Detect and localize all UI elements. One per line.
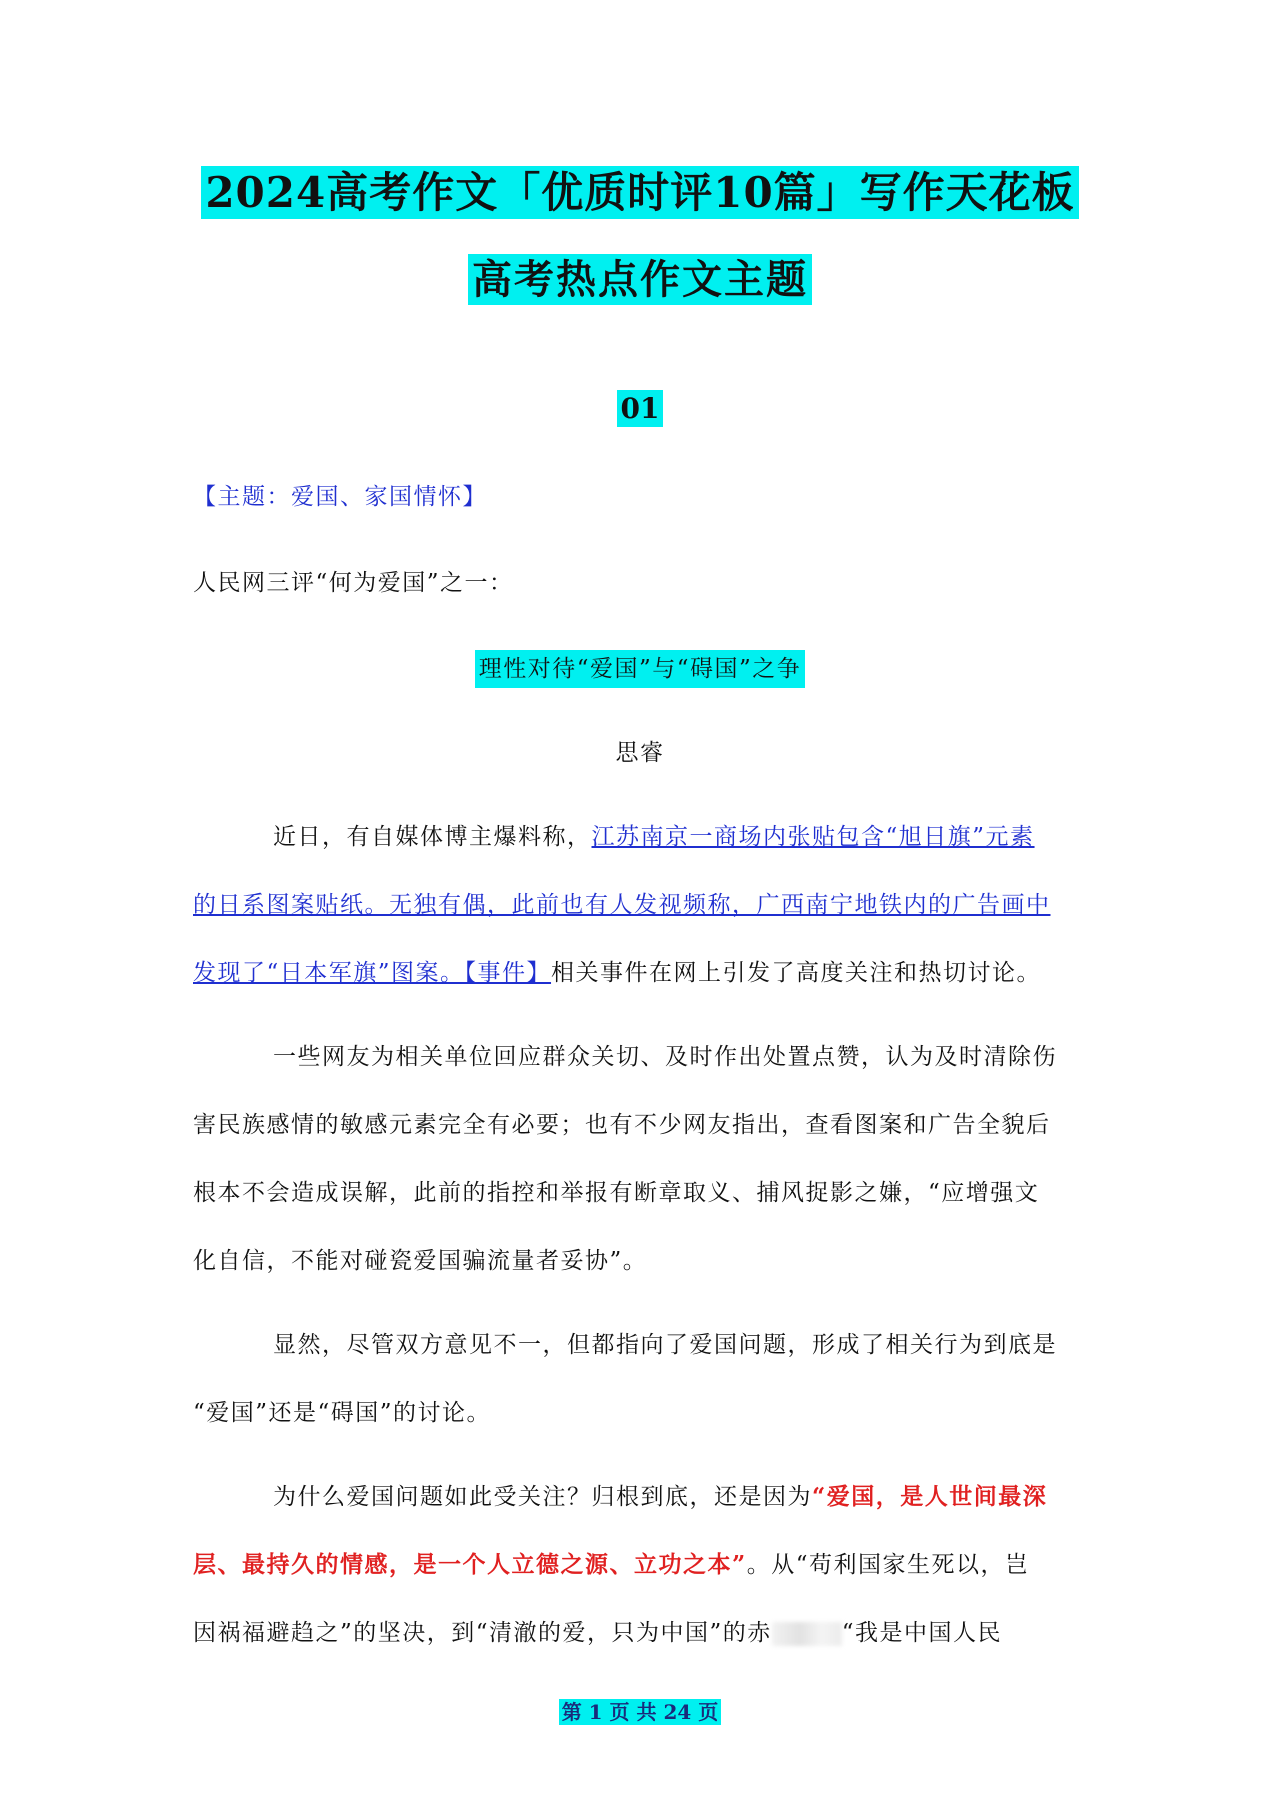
section-number: 01 <box>0 392 1280 425</box>
article-author: 思睿 <box>615 740 665 766</box>
event-link[interactable]: 发现了“日本军旗”图案。【事件】 <box>193 960 552 986</box>
para3-line2: “爱国”还是“碍国”的讨论。 <box>193 1400 492 1426</box>
theme-tag: 【主题：爱国、家国情怀】 <box>193 484 487 510</box>
para2-line1: 一些网友为相关单位回应群众关切、及时作出处置点赞，认为及时清除伤 <box>273 1044 1057 1070</box>
para3-line1: 显然，尽管双方意见不一，但都指向了爱国问题，形成了相关行为到底是 <box>273 1332 1057 1358</box>
para2-line2: 害民族感情的敏感元素完全有必要；也有不少网友指出，查看图案和广告全貌后 <box>193 1112 1051 1138</box>
article-title: 理性对待“爱国”与“碍国”之争 <box>0 650 1280 683</box>
para2-line4: 化自信，不能对碰瓷爱国骗流量者妥协”。 <box>193 1248 648 1274</box>
blurred-region <box>772 1622 842 1646</box>
sub-title: 高考热点作文主题 <box>0 248 1280 305</box>
para4-line3: 因祸福避趋之”的坚决，到“清澈的爱，只为中国”的赤 “我是中国人民 <box>193 1620 1003 1646</box>
para1-line3: 发现了“日本军旗”图案。【事件】相关事件在网上引发了高度关注和热切讨论。 <box>193 960 1042 986</box>
para4-line1: 为什么爱国问题如此受关注？归根到底，还是因为“爱国，是人世间最深 <box>273 1483 1048 1510</box>
event-link[interactable]: 的日系图案贴纸。无独有偶，此前也有人发视频称，广西南宁地铁内的广告画中 <box>193 892 1051 918</box>
main-title: 2024高考作文「优质时评10篇」写作天花板 <box>0 160 1280 220</box>
para2-line3: 根本不会造成误解，此前的指控和举报有断章取义、捕风捉影之嫌，“应增强文 <box>193 1180 1040 1206</box>
intro-line: 人民网三评“何为爱国”之一： <box>193 570 514 596</box>
para1-line1: 近日，有自媒体博主爆料称，江苏南京一商场内张贴包含“旭日旗”元素 <box>273 824 1035 850</box>
event-link[interactable]: 江苏南京一商场内张贴包含“旭日旗”元素 <box>591 824 1035 850</box>
page-footer: 第 1 页 共 24 页 <box>0 1696 1280 1725</box>
para1-line2 <box>193 886 1093 919</box>
para4-line2: 层、最持久的情感，是一个人立德之源、立功之本”。从“苟利国家生死以，岂 <box>193 1551 1030 1578</box>
